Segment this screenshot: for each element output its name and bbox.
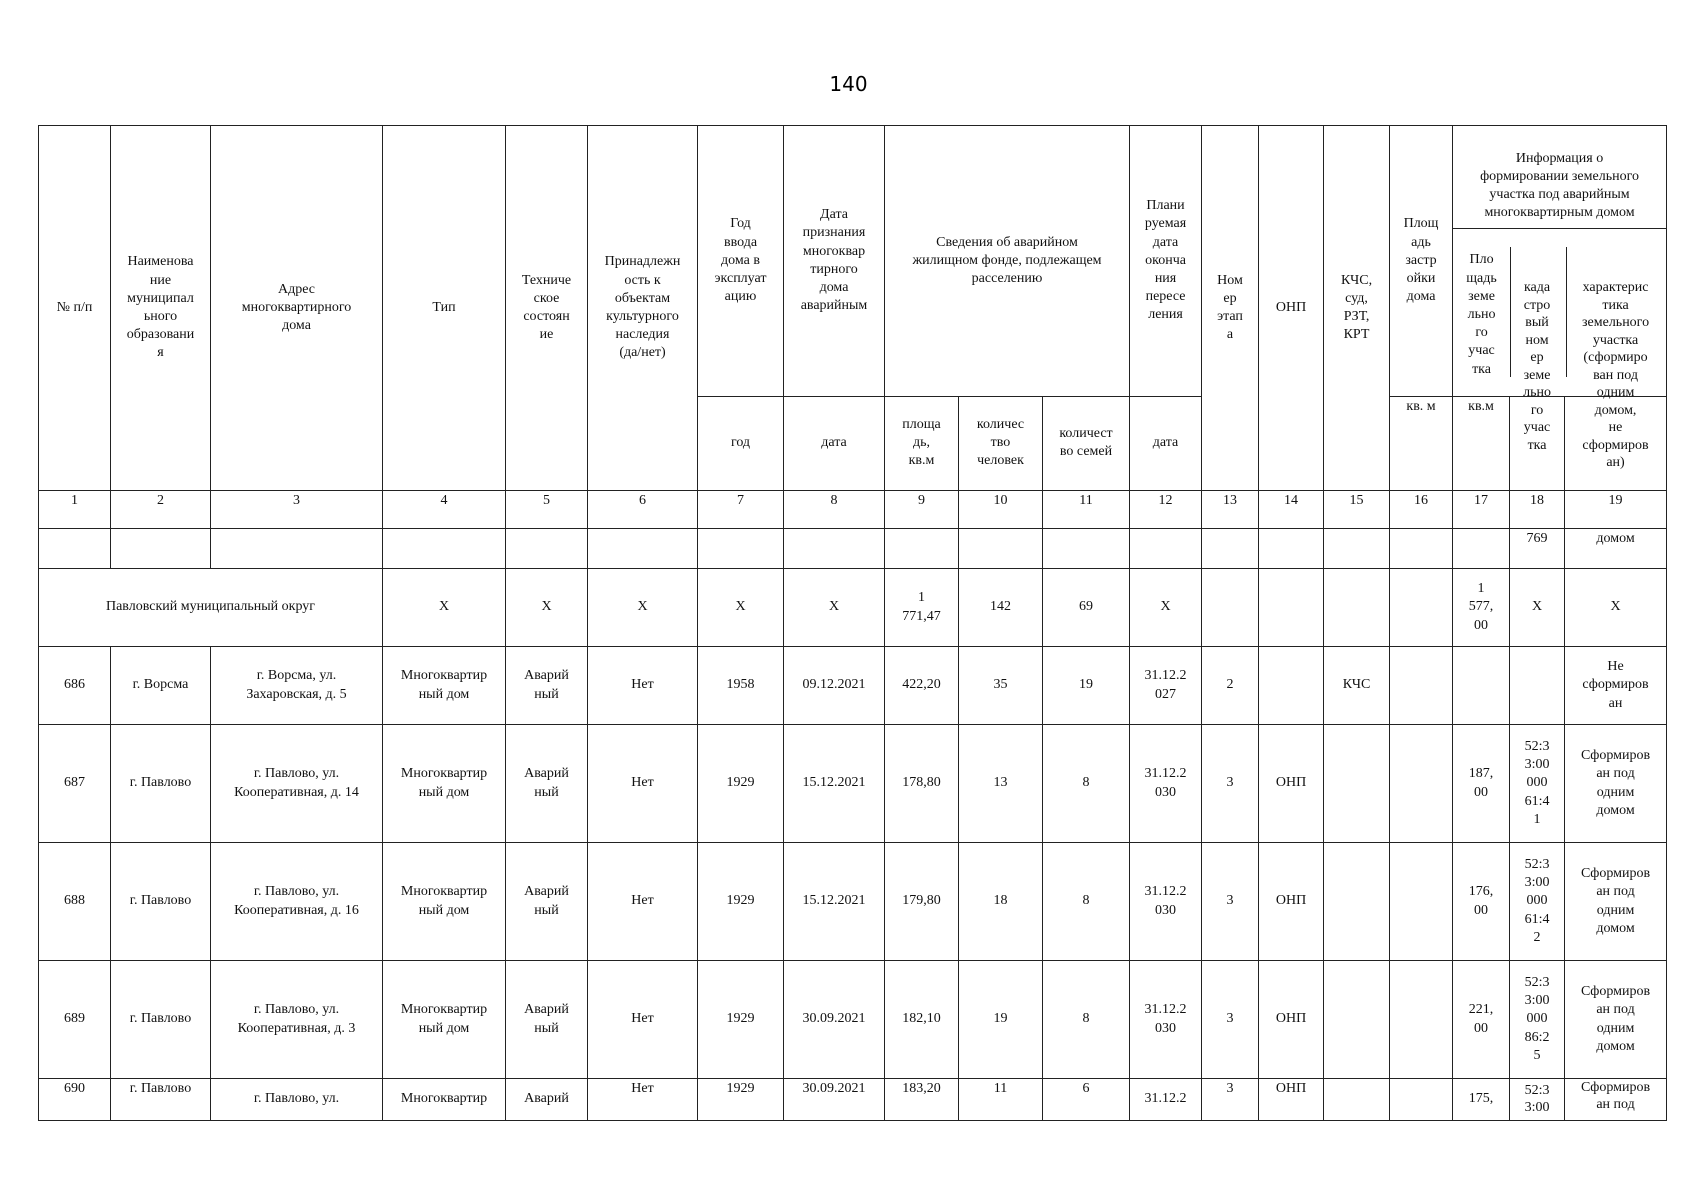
header-cell-heritage: Принадлежн ость к объектам культурного наследия (да/нет) [588,126,698,491]
carry-over-row [39,529,1667,569]
cell-land-area: 221, 00 [1453,961,1510,1079]
header-sub-area: площа дь, кв.м [885,396,959,491]
cell-municipality: г. Павлово [111,725,211,843]
column-number: 14 [1259,491,1324,529]
header-land-info-title: Информация о формировании земельного участка под аварийным многоквартирным домом [1453,144,1666,229]
cell-land-area: 176, 00 [1453,843,1510,961]
cell-date: 09.12.2021 [784,647,885,725]
column-number-row [39,491,1667,529]
cell-number: 686 [39,647,111,725]
cell-kchs: КЧС [1324,647,1390,725]
cell-kchs [1324,843,1390,961]
column-number: 8 [784,491,885,529]
cell-families: 19 [1043,647,1130,725]
header-sub-building-area: кв. м [1390,396,1453,491]
cell-plan-date: 31.12.2 [1130,1079,1202,1121]
cell-people: 35 [959,647,1043,725]
cell-type: Многоквартир ный дом [383,647,506,725]
header-cell-year: Год ввода дома в эксплуат ацию [698,126,784,397]
cell-cadastral: 52:3 3:00 000 61:4 1 [1510,725,1565,843]
cell-cadastral: 52:3 3:00 000 86:2 5 [1510,961,1565,1079]
cell-onp [1259,647,1324,725]
header-row-1 [39,126,1667,397]
cell-type: Многоквартир ный дом [383,725,506,843]
cell-plan-date: 31.12.2 027 [1130,647,1202,725]
column-number: 17 [1453,491,1510,529]
cell-people: 18 [959,843,1043,961]
summary-area: 1 771,47 [885,569,959,647]
cell-building-area [1390,961,1453,1079]
cell-type: Многоквартир ный дом [383,843,506,961]
summary-people: 142 [959,569,1043,647]
cell-condition: Аварий ный [506,725,588,843]
cell-area: 178,80 [885,725,959,843]
cell-year: 1929 [698,961,784,1079]
cell-area: 183,20 [885,1079,959,1121]
summary-heritage: X [588,569,698,647]
cell-heritage: Нет [588,1079,698,1121]
cell-families: 6 [1043,1079,1130,1121]
cell-land-area: 187, 00 [1453,725,1510,843]
summary-cadastral: X [1510,569,1565,647]
emergency-housing-table [38,125,1667,1121]
column-number: 2 [111,491,211,529]
cell-address: г. Павлово, ул. Кооперативная, д. 16 [211,843,383,961]
column-number: 10 [959,491,1043,529]
cell-number: 689 [39,961,111,1079]
column-number: 19 [1565,491,1667,529]
cell-address: г. Павлово, ул. Кооперативная, д. 3 [211,961,383,1079]
cell-land-char: Сформиров ан под одним домом [1565,725,1667,843]
column-number: 15 [1324,491,1390,529]
column-number: 6 [588,491,698,529]
cell-number: 688 [39,843,111,961]
cell-condition: Аварий ный [506,843,588,961]
cell-land-char: Сформиров ан под одним домом [1565,961,1667,1079]
column-number: 4 [383,491,506,529]
summary-year: X [698,569,784,647]
table-row [39,647,1667,725]
cell-onp: ОНП [1259,1079,1324,1121]
column-number: 3 [211,491,383,529]
cell-land-area: 175, [1453,1079,1510,1121]
header-sub-people: количес тво человек [959,396,1043,491]
header-cell-type: Тип [383,126,506,491]
cell-people: 13 [959,725,1043,843]
cell-municipality: г. Павлово [111,843,211,961]
cell-date: 30.09.2021 [784,1079,885,1121]
header-cell-stage: Ном ер этап а [1202,126,1259,491]
header-cell-building-area: Площ адь застр ойки дома [1390,126,1453,397]
column-number: 1 [39,491,111,529]
cell-people: 19 [959,961,1043,1079]
header-cell-planned-date: Плани руемая дата оконча ния пересе ления [1130,126,1202,397]
column-number: 16 [1390,491,1453,529]
cell-area: 182,10 [885,961,959,1079]
table-row [39,725,1667,843]
cell-kchs [1324,725,1390,843]
cell-families: 8 [1043,961,1130,1079]
cell-cadastral [1510,647,1565,725]
summary-plan-date: X [1130,569,1202,647]
cell-building-area [1390,725,1453,843]
cell-area: 422,20 [885,647,959,725]
header-sub-date: дата [784,396,885,491]
cell-heritage: Нет [588,843,698,961]
header-sub-plan-date: дата [1130,396,1202,491]
cell-municipality: г. Ворсма [111,647,211,725]
header-cell-address: Адрес многоквартирного дома [211,126,383,491]
summary-row [39,569,1667,647]
cell-type: Многоквартир ный дом [383,961,506,1079]
header-cell-land-area: Пло щадь земе льно го учас тка [1453,247,1511,377]
header-sub-families: количест во семей [1043,396,1130,491]
cell-onp: ОНП [1259,961,1324,1079]
cell-heritage: Нет [588,961,698,1079]
header-cell-onp: ОНП [1259,126,1324,491]
header-cell-condition: Техниче ское состоян ие [506,126,588,491]
header-cell-cadastral: када стро вый ном ер земе льно го учас тка [1523,280,1551,453]
cell-condition: Аварий [506,1079,588,1121]
cell-year: 1958 [698,647,784,725]
cell-building-area [1390,1079,1453,1121]
cell-address: г. Павлово, ул. [211,1079,383,1121]
cell-stage: 3 [1202,961,1259,1079]
cell-heritage: Нет [588,725,698,843]
cell-cadastral: 52:3 3:00 000 61:4 2 [1510,843,1565,961]
summary-land-area: 1 577, 00 [1453,569,1510,647]
cell-plan-date: 31.12.2 030 [1130,961,1202,1079]
cell-land-char: Сформиров ан под одним домом [1565,843,1667,961]
cell-cadastral: 52:3 3:00 [1510,1079,1565,1121]
cell-date: 15.12.2021 [784,725,885,843]
header-sub-land-area: кв.м [1453,396,1510,491]
cell-type: Многоквартир [383,1079,506,1121]
cell-building-area [1390,647,1453,725]
cell-plan-date: 31.12.2 030 [1130,725,1202,843]
cell-number: 687 [39,725,111,843]
cell-land-char: Не сформиров ан [1565,647,1667,725]
column-number: 9 [885,491,959,529]
cell-land-char: Сформиров ан под [1565,1079,1667,1121]
summary-land-char: X [1565,569,1667,647]
cell-plan-date: 31.12.2 030 [1130,843,1202,961]
cell-year: 1929 [698,725,784,843]
carry-land-char: домом [1565,529,1667,569]
cell-address: г. Ворсма, ул. Захаровская, д. 5 [211,647,383,725]
column-number: 5 [506,491,588,529]
header-cell-number: № п/п [39,126,111,491]
cell-year: 1929 [698,1079,784,1121]
cell-area: 179,80 [885,843,959,961]
summary-date: X [784,569,885,647]
cell-onp: ОНП [1259,843,1324,961]
cell-onp: ОНП [1259,725,1324,843]
summary-families: 69 [1043,569,1130,647]
cell-stage: 3 [1202,843,1259,961]
cell-families: 8 [1043,843,1130,961]
cell-date: 15.12.2021 [784,843,885,961]
column-number: 7 [698,491,784,529]
cell-address: г. Павлово, ул. Кооперативная, д. 14 [211,725,383,843]
cell-stage: 2 [1202,647,1259,725]
column-number: 18 [1510,491,1565,529]
column-number: 12 [1130,491,1202,529]
cell-condition: Аварий ный [506,647,588,725]
table-row [39,961,1667,1079]
cell-building-area [1390,843,1453,961]
header-cell-recognition-date: Дата признания многоквар тирного дома аварийным [784,126,885,397]
cell-municipality: г. Павлово [111,1079,211,1121]
cell-families: 8 [1043,725,1130,843]
column-number: 13 [1202,491,1259,529]
header-cell-land-char: характерис тика земельного участка (сформиро ван под одним домом, не сформиров ан) [1582,280,1650,471]
column-number: 11 [1043,491,1130,529]
cell-kchs [1324,1079,1390,1121]
header-cell-kchs: КЧС, суд, РЗТ, КРТ [1324,126,1390,491]
cell-land-area [1453,647,1510,725]
cell-kchs [1324,961,1390,1079]
header-sub-land-char [1565,280,1667,491]
table-row [39,1079,1667,1121]
cell-municipality: г. Павлово [111,961,211,1079]
cell-stage: 3 [1202,1079,1259,1121]
cell-stage: 3 [1202,725,1259,843]
cell-year: 1929 [698,843,784,961]
cell-people: 11 [959,1079,1043,1121]
cell-heritage: Нет [588,647,698,725]
header-cell-housing-info: Сведения об аварийном жилищном фонде, подлежащем расселению [885,126,1130,397]
cell-number: 690 [39,1079,111,1121]
header-sub-year: год [698,396,784,491]
cell-date: 30.09.2021 [784,961,885,1079]
table-row [39,843,1667,961]
carry-cadastral: 769 [1510,529,1565,569]
cell-condition: Аварий ный [506,961,588,1079]
header-cell-municipality: Наименова ние муниципал ьного образовани я [111,126,211,491]
header-sub-cadastral [1510,280,1565,491]
page-number: 140 [829,72,868,96]
summary-label: Павловский муниципальный округ [39,569,383,647]
summary-condition: X [506,569,588,647]
summary-type: X [383,569,506,647]
